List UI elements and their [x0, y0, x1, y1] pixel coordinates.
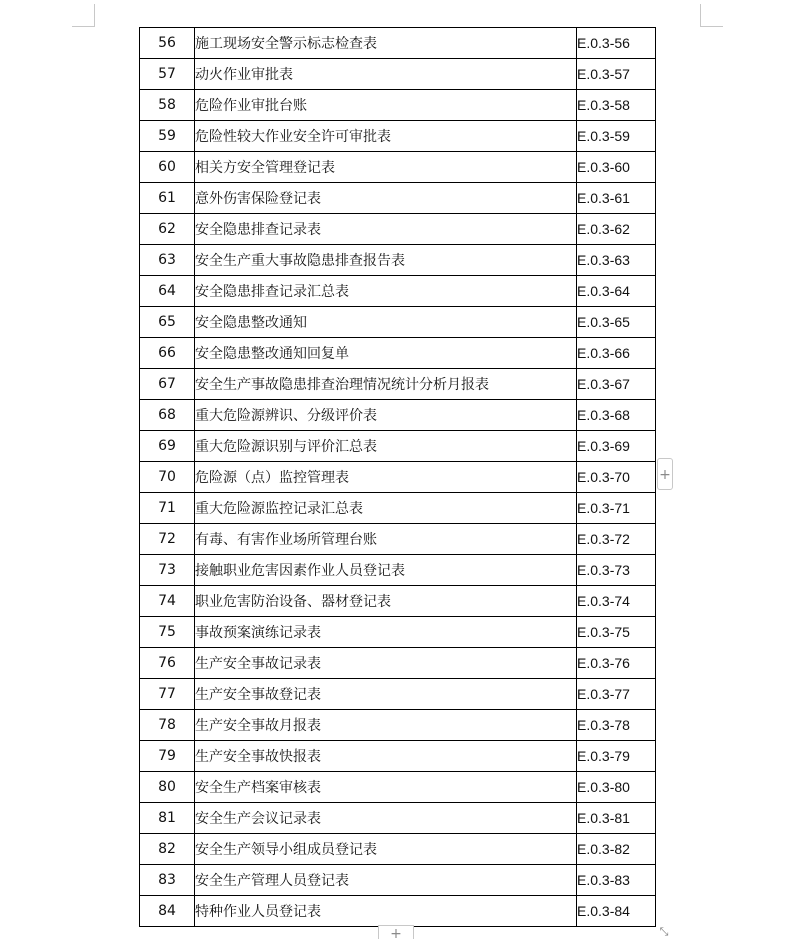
form-name-cell[interactable]: 重大危险源识别与评价汇总表	[195, 431, 577, 462]
forms-index-table[interactable]	[139, 27, 656, 927]
table-row	[140, 834, 656, 865]
form-name-cell[interactable]: 安全隐患排查记录汇总表	[195, 276, 577, 307]
row-number-cell[interactable]: 61	[140, 183, 195, 214]
table-row	[140, 617, 656, 648]
row-number-cell[interactable]: 72	[140, 524, 195, 555]
table-body	[140, 28, 656, 927]
form-name-cell[interactable]: 生产安全事故月报表	[195, 710, 577, 741]
crop-mark-top-left	[72, 4, 95, 27]
table-row	[140, 462, 656, 493]
form-name-cell[interactable]: 安全隐患整改通知	[195, 307, 577, 338]
table-row	[140, 803, 656, 834]
row-number-cell[interactable]: 77	[140, 679, 195, 710]
row-number-cell[interactable]: 68	[140, 400, 195, 431]
form-code-cell[interactable]: E.0.3-82	[577, 834, 656, 865]
row-number-cell[interactable]: 58	[140, 90, 195, 121]
form-code-cell[interactable]: E.0.3-56	[577, 28, 656, 59]
table-row	[140, 183, 656, 214]
row-number-cell[interactable]: 70	[140, 462, 195, 493]
table-row	[140, 710, 656, 741]
form-name-cell[interactable]: 安全生产会议记录表	[195, 803, 577, 834]
form-code-cell[interactable]: E.0.3-60	[577, 152, 656, 183]
form-code-cell[interactable]: E.0.3-84	[577, 896, 656, 927]
row-number-cell[interactable]: 84	[140, 896, 195, 927]
plus-icon: +	[390, 926, 402, 939]
form-code-cell[interactable]: E.0.3-62	[577, 214, 656, 245]
form-code-cell[interactable]: E.0.3-77	[577, 679, 656, 710]
form-name-cell[interactable]: 重大危险源监控记录汇总表	[195, 493, 577, 524]
row-number-cell[interactable]: 74	[140, 586, 195, 617]
add-row-button[interactable]	[378, 925, 414, 939]
row-number-cell[interactable]: 67	[140, 369, 195, 400]
form-name-cell[interactable]: 有毒、有害作业场所管理台账	[195, 524, 577, 555]
table-row	[140, 741, 656, 772]
form-code-cell[interactable]: E.0.3-71	[577, 493, 656, 524]
form-code-cell[interactable]: E.0.3-67	[577, 369, 656, 400]
form-code-cell[interactable]: E.0.3-73	[577, 555, 656, 586]
form-name-cell[interactable]: 危险源（点）监控管理表	[195, 462, 577, 493]
form-code-cell[interactable]: E.0.3-83	[577, 865, 656, 896]
form-code-cell[interactable]: E.0.3-80	[577, 772, 656, 803]
form-name-cell[interactable]: 安全生产事故隐患排查治理情况统计分析月报表	[195, 369, 577, 400]
form-name-cell[interactable]: 接触职业危害因素作业人员登记表	[195, 555, 577, 586]
row-number-cell[interactable]: 79	[140, 741, 195, 772]
table-row	[140, 59, 656, 90]
table-row	[140, 369, 656, 400]
form-name-cell[interactable]: 安全生产重大事故隐患排查报告表	[195, 245, 577, 276]
form-code-cell[interactable]: E.0.3-57	[577, 59, 656, 90]
table-row	[140, 772, 656, 803]
form-name-cell[interactable]: 安全隐患整改通知回复单	[195, 338, 577, 369]
form-code-cell[interactable]: E.0.3-78	[577, 710, 656, 741]
form-name-cell[interactable]: 施工现场安全警示标志检查表	[195, 28, 577, 59]
row-number-cell[interactable]: 76	[140, 648, 195, 679]
form-code-cell[interactable]: E.0.3-63	[577, 245, 656, 276]
row-number-cell[interactable]: 78	[140, 710, 195, 741]
row-number-cell[interactable]: 73	[140, 555, 195, 586]
form-name-cell[interactable]: 职业危害防治设备、器材登记表	[195, 586, 577, 617]
table-row	[140, 524, 656, 555]
form-code-cell[interactable]: E.0.3-65	[577, 307, 656, 338]
row-number-cell[interactable]: 65	[140, 307, 195, 338]
table-row	[140, 121, 656, 152]
form-code-cell[interactable]: E.0.3-75	[577, 617, 656, 648]
table-row	[140, 896, 656, 927]
plus-icon: +	[659, 467, 671, 483]
table-row	[140, 865, 656, 896]
table-row	[140, 431, 656, 462]
form-name-cell[interactable]: 安全生产领导小组成员登记表	[195, 834, 577, 865]
form-code-cell[interactable]: E.0.3-59	[577, 121, 656, 152]
form-code-cell[interactable]: E.0.3-66	[577, 338, 656, 369]
table-row	[140, 493, 656, 524]
form-name-cell[interactable]: 生产安全事故快报表	[195, 741, 577, 772]
row-number-cell[interactable]: 75	[140, 617, 195, 648]
row-number-cell[interactable]: 80	[140, 772, 195, 803]
table-resize-handle[interactable]	[656, 925, 672, 938]
table-row	[140, 28, 656, 59]
row-number-cell[interactable]: 64	[140, 276, 195, 307]
table-row	[140, 214, 656, 245]
row-number-cell[interactable]: 66	[140, 338, 195, 369]
row-number-cell[interactable]: 62	[140, 214, 195, 245]
row-number-cell[interactable]: 57	[140, 59, 195, 90]
form-code-cell[interactable]: E.0.3-81	[577, 803, 656, 834]
table-row	[140, 307, 656, 338]
resize-handle-icon: ⤡	[659, 925, 669, 938]
form-name-cell[interactable]: 特种作业人员登记表	[195, 896, 577, 927]
form-code-cell[interactable]: E.0.3-74	[577, 586, 656, 617]
form-name-cell[interactable]: 相关方安全管理登记表	[195, 152, 577, 183]
table-row	[140, 586, 656, 617]
table-row	[140, 152, 656, 183]
form-name-cell[interactable]: 意外伤害保险登记表	[195, 183, 577, 214]
row-number-cell[interactable]: 59	[140, 121, 195, 152]
form-code-cell[interactable]: E.0.3-58	[577, 90, 656, 121]
table-row	[140, 400, 656, 431]
table-row	[140, 648, 656, 679]
form-code-cell[interactable]: E.0.3-79	[577, 741, 656, 772]
form-name-cell[interactable]: 生产安全事故记录表	[195, 648, 577, 679]
form-code-cell[interactable]: E.0.3-70	[577, 462, 656, 493]
crop-mark-top-right	[700, 4, 723, 27]
row-number-cell[interactable]: 69	[140, 431, 195, 462]
row-number-cell[interactable]: 56	[140, 28, 195, 59]
form-name-cell[interactable]: 事故预案演练记录表	[195, 617, 577, 648]
form-code-cell[interactable]: E.0.3-72	[577, 524, 656, 555]
form-name-cell[interactable]: 重大危险源辨识、分级评价表	[195, 400, 577, 431]
add-column-button[interactable]	[657, 458, 673, 490]
row-number-cell[interactable]: 63	[140, 245, 195, 276]
form-code-cell[interactable]: E.0.3-64	[577, 276, 656, 307]
form-code-cell[interactable]: E.0.3-61	[577, 183, 656, 214]
table-row	[140, 555, 656, 586]
form-name-cell[interactable]: 安全生产档案审核表	[195, 772, 577, 803]
row-number-cell[interactable]: 71	[140, 493, 195, 524]
form-name-cell[interactable]: 危险作业审批台账	[195, 90, 577, 121]
table-row	[140, 276, 656, 307]
table-row	[140, 338, 656, 369]
row-number-cell[interactable]: 83	[140, 865, 195, 896]
row-number-cell[interactable]: 82	[140, 834, 195, 865]
form-name-cell[interactable]: 生产安全事故登记表	[195, 679, 577, 710]
form-name-cell[interactable]: 安全生产管理人员登记表	[195, 865, 577, 896]
form-code-cell[interactable]: E.0.3-69	[577, 431, 656, 462]
table-row	[140, 679, 656, 710]
form-name-cell[interactable]: 危险性较大作业安全许可审批表	[195, 121, 577, 152]
row-number-cell[interactable]: 60	[140, 152, 195, 183]
table-row	[140, 245, 656, 276]
table-row	[140, 90, 656, 121]
form-code-cell[interactable]: E.0.3-68	[577, 400, 656, 431]
form-name-cell[interactable]: 动火作业审批表	[195, 59, 577, 90]
form-code-cell[interactable]: E.0.3-76	[577, 648, 656, 679]
form-name-cell[interactable]: 安全隐患排查记录表	[195, 214, 577, 245]
row-number-cell[interactable]: 81	[140, 803, 195, 834]
